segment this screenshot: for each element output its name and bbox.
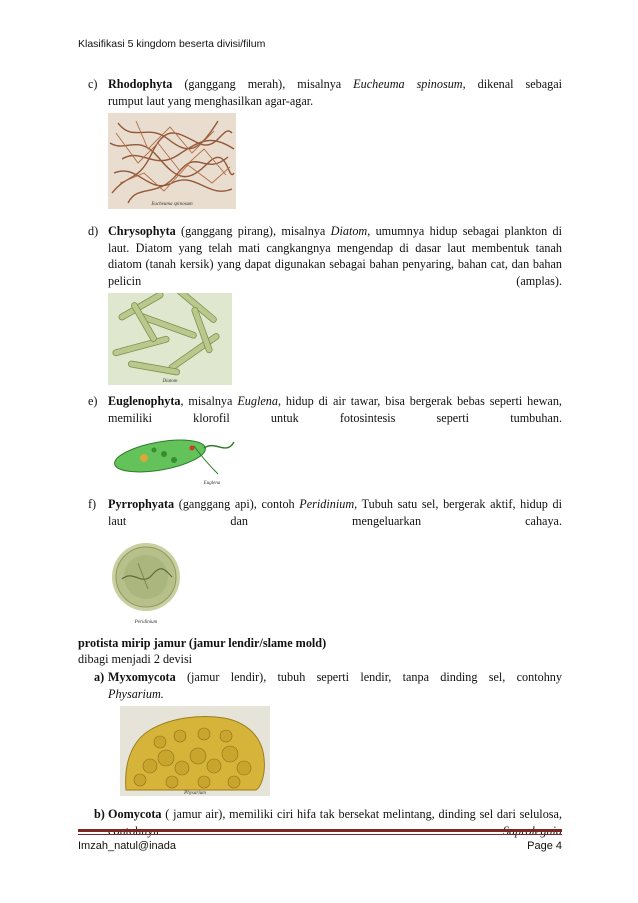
- item-marker: e): [88, 394, 98, 408]
- svg-text:Diatom: Diatom: [162, 379, 178, 384]
- list-item-chrysophyta: [78, 223, 562, 385]
- item-paragraph: Oomycota ( jamur air), memiliki ciri hifa tak bersekat melintang, dinding sel dari selulosa,: [100, 806, 562, 839]
- item-line: [108, 686, 562, 703]
- footer-author: Imzah_natul@inada: [78, 840, 177, 852]
- item-marker: c): [88, 77, 98, 91]
- species-name: Diatom: [330, 224, 368, 238]
- division-name: Rhodophyta: [108, 77, 173, 91]
- footer-divider: [78, 834, 562, 835]
- list-item-rhodophyta: [78, 76, 562, 209]
- division-name: Myxomycota: [108, 670, 176, 684]
- page-header: Klasifikasi 5 kingdom beserta divisi/filum: [78, 38, 266, 50]
- section-title: protista mirip jamur (jamur lendir/slame mold): [78, 636, 327, 650]
- item-marker: a): [94, 670, 105, 684]
- list-item-pyrrophyata: [78, 496, 562, 627]
- division-name: Pyrrophyata: [108, 497, 175, 511]
- list-item-myxomycota: [78, 669, 562, 796]
- division-name: Chrysophyta: [108, 224, 176, 238]
- item-paragraph: Pyrrophyata (ganggang api), contoh Peridinium, Tubuh satu sel, bergerak aktif, hidup di laut dan mengeluarkan cahaya.: [108, 497, 563, 528]
- division-name: Oomycota: [108, 807, 162, 821]
- svg-text:Physarium: Physarium: [184, 791, 206, 796]
- species-name: Peridinium: [299, 497, 355, 511]
- item-paragraph: Chrysophyta (ganggang pirang), misalnya Diatom, umumnya hidup sebagai plankton di laut. Diatom yang telah mati cangkangnya mengendap di dasar laut membentuk tanah diatom (tanah kersik) yang dapat digunakan sebagai bahan penyaring, bahan cat, dan bahan pelicin (amplas).: [108, 224, 562, 288]
- page-content: [78, 76, 562, 839]
- division-name: Euglenophyta: [108, 394, 181, 408]
- item-marker: b): [94, 807, 105, 821]
- list-item-euglenophyta: [78, 393, 562, 488]
- item-paragraph: Euglenophyta, misalnya Euglena, hidup di air tawar, bisa bergerak bebas seperti hewan, memiliki klorofil untuk fotosintesis seperti tumbuhan.: [108, 394, 562, 425]
- peridinium-image: [108, 533, 184, 627]
- physarium-image: [120, 706, 270, 796]
- diatom-image: [108, 293, 232, 385]
- section-subtitle: dibagi menjadi 2 devisi: [78, 652, 193, 666]
- species-name: Physarium.: [108, 686, 164, 701]
- species-name: Euglena: [237, 394, 278, 408]
- footer-page-number: Page 4: [527, 840, 562, 852]
- svg-text:Eucheuma spinosum: Eucheuma spinosum: [151, 202, 193, 207]
- svg-text:Peridinium: Peridinium: [134, 620, 158, 625]
- footer-divider: [78, 829, 562, 832]
- item-marker: f): [88, 497, 97, 511]
- euglena-image: [108, 430, 238, 488]
- item-line: rumput laut yang menghasilkan agar-agar.: [108, 93, 314, 108]
- item-marker: d): [88, 224, 99, 238]
- item-line: Rhodophyta (ganggang merah), misalnya Eucheuma spinosum, dikenal sebagai: [108, 77, 562, 91]
- svg-text:Euglena: Euglena: [203, 481, 221, 486]
- rhodophyta-image: [108, 113, 236, 209]
- item-line: Myxomycota (jamur lendir), tubuh seperti lendir, tanpa dinding sel, contohny: [108, 670, 562, 684]
- species-name: Eucheuma spinosum: [353, 77, 463, 91]
- section-fungus-like: [78, 635, 562, 667]
